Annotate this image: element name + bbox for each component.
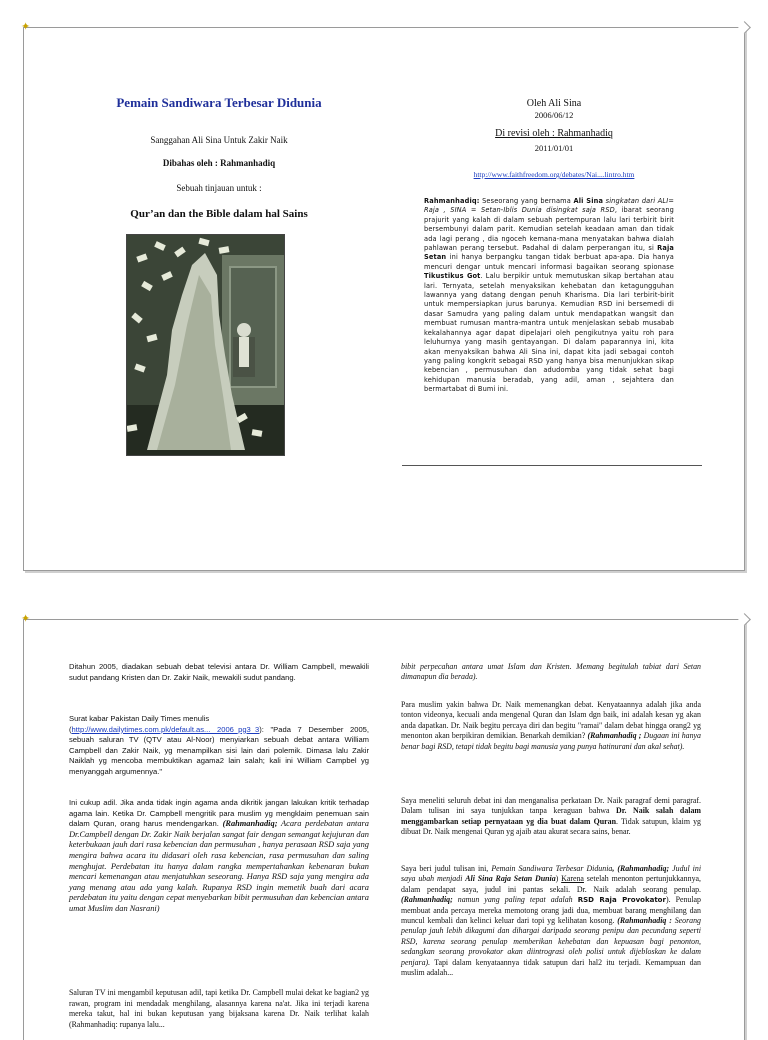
review-topic: Qur’an dan the Bible dalam hal Sains — [130, 208, 308, 220]
discussed-by: Dibahas oleh : Rahmanhadiq — [162, 158, 276, 168]
intro-text: ini hanya berpangku tangan tidak berbuat apa-apa. Dia hanya mencuri dengar untuk mencari informasi bagaikan seorang spionase — [424, 253, 674, 271]
right-paragraph-1: bibit perpecahan antara umat Islam dan Kristen. Memang begitulah tabiat dari Setan dimanapun dia berada). — [401, 662, 701, 682]
highlight-name: Tikustikus Got — [424, 272, 481, 281]
title-reference: Pemain Sandiwara Terbesar Didunia — [491, 864, 613, 873]
commentary-text: Judul ini saya ubah menjadi — [401, 864, 702, 884]
document-page-1 — [21, 21, 745, 571]
paragraph-text: . Tidak satupun, klaim yg dibuat Dr. Naik mengenai Quran yg ajaib atau akurat secara sains, benar. — [401, 816, 702, 837]
paragraph-text: Ini cukup adil. Jika anda tidak ingin agama anda dikritik jangan lakukan kritik terhadap agama lain. Ketika Dr. Campbell mengritik para muslim yg mengklaim penemuan sain dalam Quran, orang harus mendengarkan. — [69, 798, 369, 829]
intro-text: , ibarat seorang prajurit yang kalah di dalam sebuah pertempuran lalu lari terbirit birit bersembunyi dalam parit. Kemudian setelah keadaan aman dan tidak ada lagi perang , dia ngoceh kemana-mana menyatakan bahwa diaIah pahlawan perang tersebut. Padahal di dalam perperangan itu, si — [424, 206, 674, 253]
highlight-name: Raja Setan — [424, 244, 674, 262]
intro-acronym: singkatan dari ALI= Raja , SINA = Setan-Iblis Dunia disingkat saja RSD — [424, 197, 674, 215]
money-tower-photo — [126, 234, 285, 456]
rahmanhadiq-tag: (Rahmanhadiq; — [401, 895, 453, 905]
intro-paragraph — [424, 197, 674, 395]
document-subtitle: Sanggahan Ali Sina Untuk Zakir Naik — [150, 135, 288, 145]
intro-text: . Lalu berpikir untuk memutuskan sikap bertahan atau lari. Ternyata, setelah menyaksikan kehebatan dan ketagungguhan lawannya yang datang dengan penuh Kharisma. Dia lari terbirit-birit untuk mempersiapkan jurus barunya. Kemudian RSD ini bersemedi di dasar Samudra yang paling dalam untuk mendapatkan wangsit dan membuat rumusan mantra-mantra untuk menjelaskan sebab musabab kekalahannya agar dapat dipelajari oleh pengikutnya yaitu roh para leluhurnya yang masih gentayangan. Di dalam paparannya ini, kita akan menyaksikan bahwa Ali Sina ini, dapat kita jadi sebagai contoh yang paling kongkrit sebagai RSD yang hanya bisa menunjukkan sikap kebencian , permusuhan dan adudomba yang tidak sehat bagi kehidupan manusia beradab, yang adil, aman , sejahtera dan bermartabat di Bumi ini. — [424, 272, 674, 394]
paragraph-text: ). Penulap membuat anda percaya mereka memotong orang jadi dua, membuat barang menghilang dan muncul kembali dan kelinci keluar dari topi yg kelihatan kosong. — [401, 895, 701, 926]
pin-icon: ✦ — [21, 613, 31, 625]
claim-statement: Dr. Naik salah dalam menggambarkan setiap pernyataan yg dia buat dalam Quran — [401, 806, 701, 826]
revised-by-text: Di revisi oleh : Rahmanhadiq — [495, 128, 613, 139]
divider — [402, 465, 702, 466]
commentary-text: namun yang paling tepat adalah — [452, 895, 578, 905]
paragraph-text: ): "Pada 7 Desember 2005, sebuah saluran TV (QTV atau Al-Noor) menyiarkan sebuah debat antara William Campbell dan Zakir Naik, yg menampilkan sisi lain dari polemik. Dimasa lalu Zakir Naiklah yg mencoba membuktikan agama2 lain salah; kali ini William Campbel yg menyanggah argumennya." — [69, 724, 369, 776]
paragraph-text: Saya beri judul tulisan ini, — [401, 864, 492, 873]
document-title: Pemain Sandiwara Terbesar Didunia — [116, 95, 322, 110]
commentary-text: Acara perdebatan antara Dr.Campbell dengan Dr. Zakir Naik berjalan sangat fair dengan semangat kejujuran dan keterbukaan jauh dari rasa kebencian dan permusuhan , hanya perasaan RSD saja yang mengira bahwa acara itu didasari oleh rasa kebencian, rasa permusuhan dan saling menghujat. Perdebatan itu hanya dalam rangka mempertahankan kebenaran bukan mencari kemenangan atau menjatuhkan seseorang. Hanya RSD saja yang mengira ada yang menang atau ada yang kalah. Rupanya RSD ingin memetik buah dari acara perdebatan itu yaitu dengan cepat menyebarkan bibit permusuhan dan kebencian antara umat Muslim dan Nasrani) — [69, 819, 369, 913]
review-label: Sebuah tinjauan untuk : — [176, 183, 262, 193]
provocateur-label: RSD Raja Provokator — [577, 896, 666, 905]
left-paragraph-3 — [69, 798, 369, 915]
right-paragraph-2 — [401, 700, 701, 752]
revised-date: 2011/01/01 — [534, 143, 574, 153]
paragraph-text: ) — [555, 874, 562, 884]
revised-by — [464, 128, 644, 139]
commentary-text: Seorang penulap jauh lebih dikagumi dan dihargai daripada seorang penipu dan pecundang seperti RSD, karena seorang penulap memberikan kehebatan dan kepuasan bagi penonton, sedangkan seorang provokator akan diintrograsi oleh polisi untuk dijebloskan ke dalam penjara). — [401, 916, 702, 967]
author: Oleh Ali Sina — [526, 98, 582, 109]
dailytimes-link[interactable]: http://www.dailytimes.com.pk/default.as... 2006_pg3_3 — [71, 724, 260, 734]
right-paragraph-3 — [401, 796, 701, 838]
paragraph-text: Saya meneliti seluruh debat ini dan menganalisa perkataan Dr. Naik paragraf demi paragraf. Dalam tulisan ini saya tunjukkan tanpa keraguan bahwa — [401, 796, 701, 816]
document-page-2 — [21, 613, 745, 1040]
paragraph-text: Surat kabar Pakistan Daily Times menulis — [69, 714, 210, 723]
rahmanhadiq-tag: , (Rahmanhadiq; — [612, 864, 670, 873]
pin-icon: ✦ — [21, 21, 31, 33]
commentary-text: Dugaan ini hanya benar bagi RSD, tetapi tidak begitu bagi manusia yang punya hatinurani dan akal sehat). — [401, 731, 701, 751]
paragraph-text: setelah menonton pertunjukkannya, dalam pendapat saya, judul ini pantas sekali. Dr. Naik adalah seorang penulap. — [401, 874, 701, 894]
page-corner — [738, 613, 751, 626]
source-link[interactable]: http://www.faithfreedom.org/debates/Nai....lintro.htm — [473, 170, 635, 179]
new-title: Ali Sina Raja Setan Dunia — [465, 874, 556, 884]
paragraph-text: Para muslim yakin bahwa Dr. Naik memenangkan debat. Kenyataannya adalah jika anda tonton videonya, kecuali anda mengenal Quran dan Islam dgn baik, ini adalah kesan yg akan anda dapatkan. Dr. Naik begitu percaya diri dan begitu "ramai" dalam debat hingga orang2 yg menonton akan berpikiran demikian. Benarkah demikian? — [401, 700, 701, 741]
original-date: 2006/06/12 — [534, 110, 574, 120]
left-paragraph-1: Ditahun 2005, diadakan sebuah debat televisi antara Dr. William Campbell, mewakili sudut pandang Kristen dan Dr. Zakir Naik, mewakili sudut pandang. — [69, 662, 369, 682]
page-corner — [738, 21, 751, 34]
left-paragraph-4: Saluran TV ini mengambil keputusan adil, tapi ketika Dr. Campbell mulai dekat ke bagian2 yg rawan, program ini mendadak menghilang, alasannya karena na'at. Jika ini terjadi karena mereka takut, hal ini bukan keputusan yang bijaksana karena Dr. Naik terlihat kalah (Rahmanhadiq: rupanya lalu... — [69, 988, 369, 1029]
rahmanhadiq-tag: (Rahmanhadiq; — [222, 819, 278, 829]
paragraph-text: Karena — [561, 874, 584, 884]
highlight-name: Ali Sina — [573, 197, 604, 205]
left-paragraph-2: Surat kabar Pakistan Daily Times menulis (http://www.dailytimes.com.pk/default.as... 2006_pg3_3): "Pada 7 Desember 2005, sebuah saluran TV (QTV atau Al-Noor) menyiarkan sebuah debat antara William Campbell dan Zakir Naik, yg menampilkan sisi lain dari polemik. Dimasa lalu Zakir Naiklah yg mencoba membuktikan agama2 lain salah; kali ini William Campbel yg menyanggah argumennya." — [69, 714, 369, 776]
right-paragraph-4 — [401, 864, 701, 978]
rahmanhadiq-tag: (Rahmanhadiq : — [617, 916, 672, 926]
paragraph-text: Tapi dalam kenyataannya tidak satupun dari hal2 itu terjadi. Kemampuan dan muslim adalah... — [401, 957, 701, 978]
rahmanhadiq-tag: (Rahmanhadiq ; — [585, 731, 642, 741]
intro-text: Seseorang yang bernama — [479, 197, 574, 205]
author-tag: Rahmanhadiq: — [424, 197, 480, 205]
